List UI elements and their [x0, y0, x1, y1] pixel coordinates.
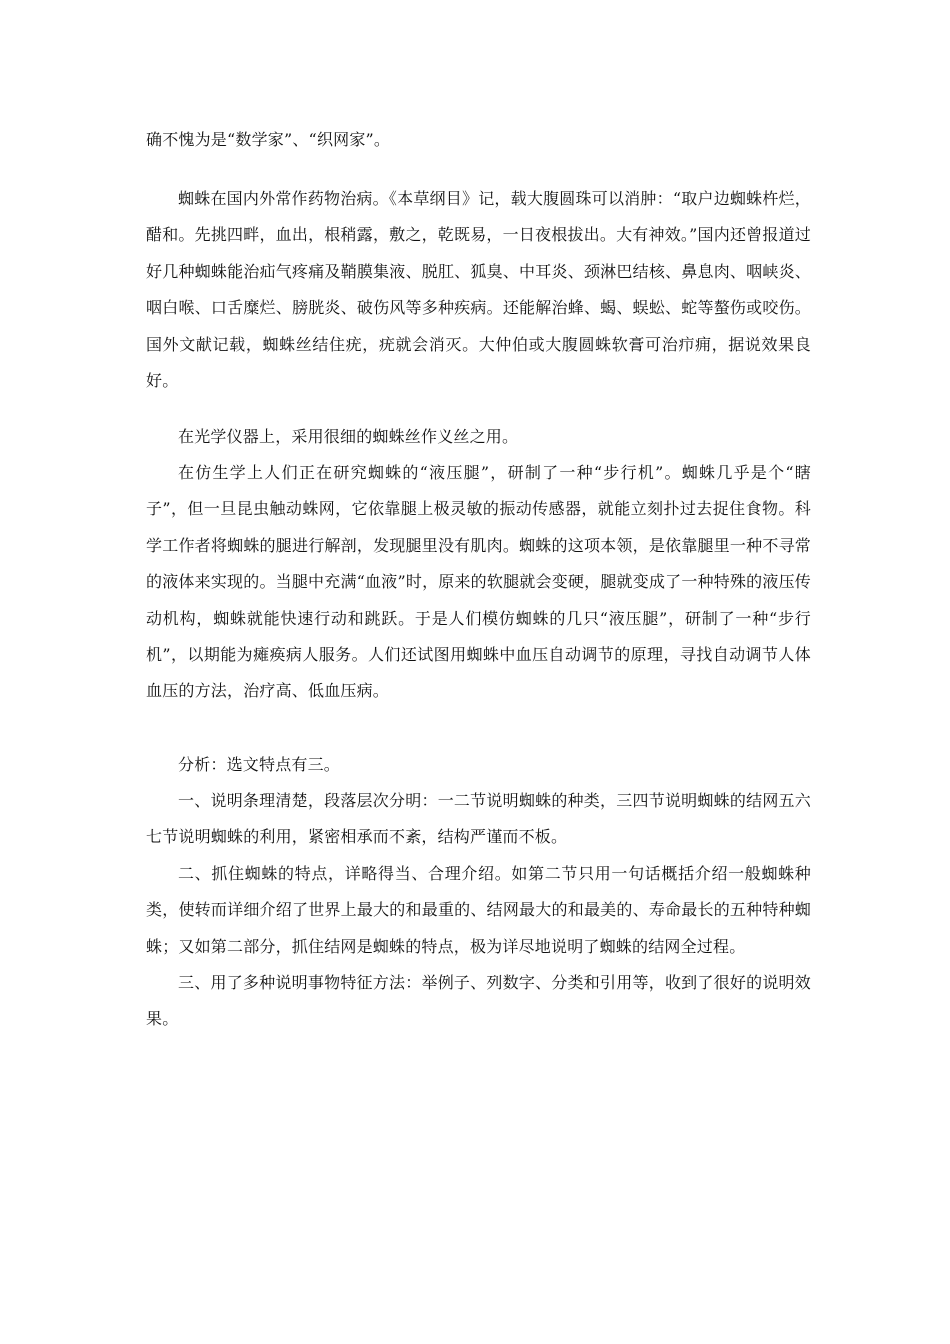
paragraph-analysis-point-2: 二、抓住蜘蛛的特点，详略得当、合理介绍。如第二节只用一句话概括介绍一般蜘蛛种类，使转而详细介绍了世界上最大的和最重的、结网最大的和最美的、寿命最长的五种特种蜘蛛；又如第二部分，抓住结网是蜘蛛的特点，极为详尽地说明了蜘蛛的结网全过程。 — [146, 864, 811, 956]
paragraph-analysis-point-1: 一、说明条理清楚，段落层次分明：一二节说明蜘蛛的种类，三四节说明蜘蛛的结网五六七节说明蜘蛛的利用，紧密相承而不紊，结构严谨而不板。 — [146, 791, 811, 847]
paragraph-bionics: 在仿生学上人们正在研究蜘蛛的“液压腿”，研制了一种“步行机”。蜘蛛几乎是个“瞎子”，但一旦昆虫触动蛛网，它依靠腿上极灵敏的振动传感器，就能立刻扑过去捉住食物。科学工作者将蜘蛛的腿进行解剖，发现腿里没有肌肉。蜘蛛的这项本领，是依靠腿里一种不寻常的液体来实现的。当腿中充满“血液”时，原来的软腿就会变硬，腿就变成了一种特殊的液压传动机构，蜘蛛就能快速行动和跳跃。于是人们模仿蜘蛛的几只“液压腿”，研制了一种“步行机”，以期能为瘫痪病人服务。人们还试图用蜘蛛中血压自动调节的原理，寻找自动调节人体血压的方法，治疗高、低血压病。 — [146, 463, 811, 701]
paragraph-continuation: 确不愧为是“数学家”、“织网家”。 — [146, 130, 391, 149]
paragraph-optical-use: 在光学仪器上，采用很细的蜘蛛丝作义丝之用。 — [178, 427, 519, 446]
paragraph-analysis-point-3: 三、用了多种说明事物特征方法：举例子、列数字、分类和引用等，收到了很好的说明效果。 — [146, 973, 811, 1029]
paragraph-medicinal-use: 蜘蛛在国内外常作药物治病。《本草纲目》记，载大腹圆珠可以消肿：“取户边蜘蛛杵烂，醋和。先挑四畔，血出，根稍露，敷之，乾既易，一日夜根拔出。大有神效。”国内还曾报道过好几种蜘蛛能治疝气疼痛及鞘膜集液、脱肛、狐臭、中耳炎、颈淋巴结核、鼻息肉、咽峡炎、咽白喉、口舌糜烂、膀胱炎、破伤风等多种疾病。还能解治蜂、蝎、蜈蚣、蛇等螯伤或咬伤。国外文献记载，蜘蛛丝结住疣，疣就会消灭。大仲伯或大腹圆蛛软膏可治疖痈，据说效果良好。 — [146, 189, 811, 391]
paragraph-analysis-heading: 分析：选文特点有三。 — [178, 755, 341, 774]
